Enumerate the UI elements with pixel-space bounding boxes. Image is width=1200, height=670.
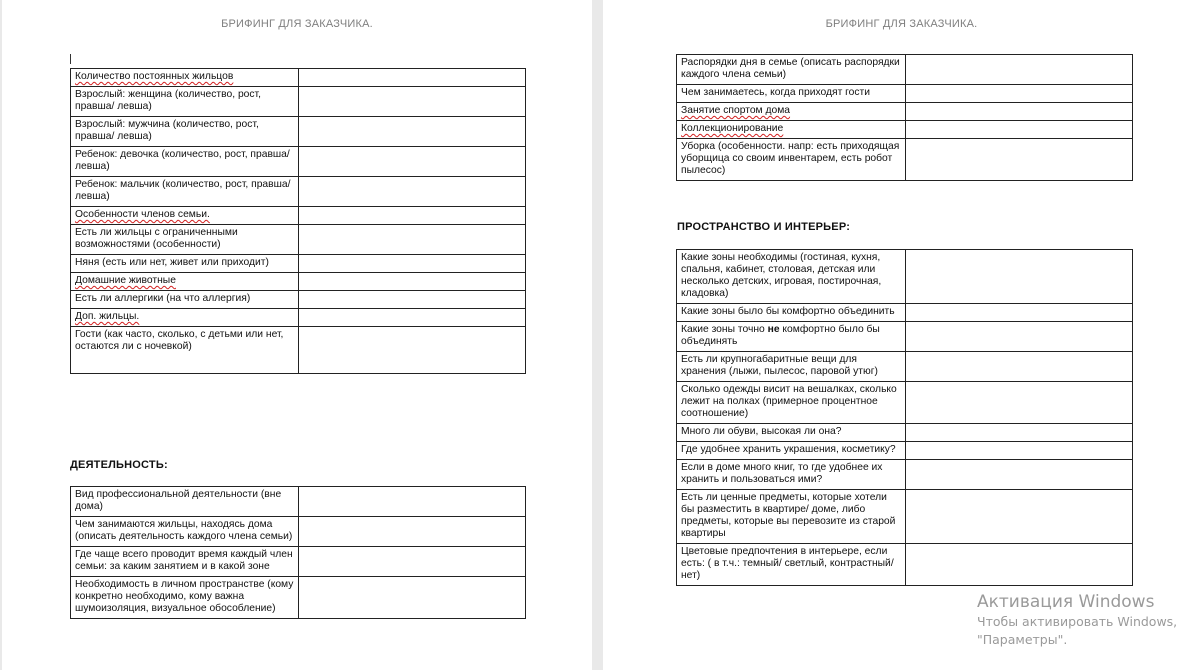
answer-cell[interactable] — [299, 309, 526, 327]
question-cell — [71, 547, 299, 577]
answer-cell[interactable] — [906, 103, 1133, 121]
table-row — [677, 322, 1133, 352]
space-table — [676, 249, 1133, 586]
table-row — [677, 85, 1133, 103]
question-cell — [677, 352, 906, 382]
question-cell — [71, 207, 299, 225]
table-row — [71, 87, 526, 117]
table-row — [677, 442, 1133, 460]
question-text: Какие зоны необходимы (гостиная, кухня, спальня, кабинет, столовая, детская или несколько детских, игровая, постирочная, кладовка) — [681, 252, 882, 299]
answer-cell[interactable] — [906, 382, 1133, 424]
table-row — [71, 69, 526, 87]
answer-cell[interactable] — [906, 460, 1133, 490]
answer-cell[interactable] — [906, 85, 1133, 103]
answer-cell[interactable] — [906, 55, 1133, 85]
table-row — [677, 460, 1133, 490]
table-row — [71, 327, 526, 374]
residents-table — [70, 68, 526, 374]
watermark-line-1: Чтобы активировать Windows, — [977, 614, 1178, 629]
question-cell — [71, 177, 299, 207]
table-row — [677, 382, 1133, 424]
table-row — [677, 55, 1133, 85]
question-cell — [71, 69, 299, 87]
question-text: Необходимость в личном пространстве (кому конкретно необходимо, кому важна шумоизоляция, визуальное обособление) — [75, 579, 294, 614]
question-text: Вид профессиональной деятельности (вне дома) — [75, 489, 282, 512]
table-row — [71, 207, 526, 225]
answer-cell[interactable] — [906, 442, 1133, 460]
answer-cell[interactable] — [299, 273, 526, 291]
question-text: Доп. жильцы. — [75, 311, 140, 322]
text-cursor — [70, 54, 71, 64]
table-row — [71, 117, 526, 147]
question-text: Распорядки дня в семье (описать распорядки каждого члена семьи) — [681, 57, 900, 80]
table-row — [677, 121, 1133, 139]
question-cell — [71, 273, 299, 291]
answer-cell[interactable] — [299, 177, 526, 207]
answer-cell[interactable] — [299, 547, 526, 577]
question-cell — [677, 424, 906, 442]
page-header: БРИФИНГ ДЛЯ ЗАКАЗЧИКА. — [825, 18, 978, 30]
section-heading-space: ПРОСТРАНСТВО И ИНТЕРЬЕР: — [677, 221, 851, 233]
answer-cell[interactable] — [299, 577, 526, 619]
question-text: Какие зоны было бы комфортно объединить — [681, 306, 895, 317]
question-cell — [677, 55, 906, 85]
answer-cell[interactable] — [906, 322, 1133, 352]
answer-cell[interactable] — [906, 544, 1133, 586]
answer-cell[interactable] — [299, 487, 526, 517]
table-row — [71, 577, 526, 619]
activity-table — [70, 486, 526, 619]
question-cell — [677, 85, 906, 103]
question-cell — [677, 139, 906, 181]
question-cell — [677, 544, 906, 586]
question-text: комфортно было бы объединять — [681, 324, 880, 347]
table-row — [71, 255, 526, 273]
question-text: Цветовые предпочтения в интерьере, если есть: ( в т.ч.: темный/ светлый, контрастный/ нет) — [681, 546, 894, 581]
document-page-left — [2, 0, 592, 670]
question-text: Чем занимаются жильцы, находясь дома (описать деятельность каждого члена семьи) — [75, 519, 293, 542]
question-cell — [71, 487, 299, 517]
question-text: Ребенок: девочка (количество, рост, правша/ левша) — [75, 149, 290, 172]
question-text: Какие зоны точно — [681, 324, 768, 335]
answer-cell[interactable] — [906, 304, 1133, 322]
question-text: Коллекционирование — [681, 123, 784, 134]
question-text: Уборка (особенности. напр: есть приходящая уборщица со своим инвентарем, есть робот пылесос) — [681, 141, 900, 176]
table-row — [71, 177, 526, 207]
document-page-right — [603, 0, 1200, 670]
question-text: Количество постоянных жильцов — [75, 71, 234, 82]
question-cell — [71, 577, 299, 619]
answer-cell[interactable] — [906, 139, 1133, 181]
section-heading-activity: ДЕЯТЕЛЬНОСТЬ: — [70, 459, 168, 471]
question-text: Гости (как часто, сколько, с детьми или нет, остаются ли с ночевкой) — [75, 329, 284, 352]
question-text: Сколько одежды висит на вешалках, сколько лежит на полках (примерное процентное соотношение) — [681, 384, 897, 419]
question-text: Чем занимаетесь, когда приходят гости — [681, 87, 871, 98]
question-cell — [677, 121, 906, 139]
table-row — [677, 424, 1133, 442]
answer-cell[interactable] — [299, 327, 526, 374]
question-cell — [677, 382, 906, 424]
question-cell — [71, 147, 299, 177]
question-cell — [71, 517, 299, 547]
question-cell — [677, 442, 906, 460]
table-row — [71, 487, 526, 517]
answer-cell[interactable] — [299, 517, 526, 547]
answer-cell[interactable] — [299, 291, 526, 309]
watermark-line-2: "Параметры". — [977, 632, 1068, 647]
watermark-title: Активация Windows — [977, 592, 1155, 612]
question-cell — [677, 460, 906, 490]
answer-cell[interactable] — [299, 225, 526, 255]
answer-cell[interactable] — [299, 255, 526, 273]
answer-cell[interactable] — [299, 207, 526, 225]
table-row — [677, 250, 1133, 304]
table-row — [71, 147, 526, 177]
question-text: Занятие спортом дома — [681, 105, 791, 116]
question-cell — [71, 327, 299, 374]
table-row — [677, 490, 1133, 544]
lifestyle-table — [676, 54, 1133, 181]
table-row — [677, 304, 1133, 322]
table-row — [71, 273, 526, 291]
table-row — [677, 544, 1133, 586]
question-text: Есть ли аллергики (на что аллергия) — [75, 293, 251, 304]
table-row — [71, 547, 526, 577]
question-text: Где удобнее хранить украшения, косметику? — [681, 444, 896, 455]
question-cell — [677, 103, 906, 121]
question-text: Есть ли ценные предметы, которые хотели бы разместить в квартире/ доме, либо предметы, которые вы перевозите из старой квартиры — [681, 492, 896, 539]
question-cell — [71, 255, 299, 273]
question-cell — [71, 117, 299, 147]
question-text: Где чаще всего проводит время каждый член семьи: за каким занятием и в какой зоне — [75, 549, 293, 572]
table-row — [71, 291, 526, 309]
answer-cell[interactable] — [299, 87, 526, 117]
table-row — [71, 225, 526, 255]
question-text: Есть ли жильцы с ограниченными возможностями (особенности) — [75, 227, 238, 250]
question-text: Няня (есть или нет, живет или приходит) — [75, 257, 269, 268]
question-text: Взрослый: мужчина (количество, рост, правша/ левша) — [75, 119, 259, 142]
answer-cell[interactable] — [299, 147, 526, 177]
question-text: Если в доме много книг, то где удобнее их хранить и пользоваться ими? — [681, 462, 883, 485]
question-text: Ребенок: мальчик (количество, рост, правша/ левша) — [75, 179, 291, 202]
question-text: Есть ли крупногабаритные вещи для хранения (лыжи, пылесос, паровой утюг) — [681, 354, 878, 377]
answer-cell[interactable] — [906, 352, 1133, 382]
table-row — [677, 352, 1133, 382]
question-cell — [71, 87, 299, 117]
question-cell — [71, 291, 299, 309]
question-cell — [71, 309, 299, 327]
windows-activation-watermark — [977, 591, 1177, 649]
question-text: Домашние животные — [75, 275, 176, 286]
answer-cell[interactable] — [299, 117, 526, 147]
answer-cell[interactable] — [906, 490, 1133, 544]
answer-cell[interactable] — [906, 121, 1133, 139]
answer-cell[interactable] — [299, 69, 526, 87]
question-text: Особенности членов семьи. — [75, 209, 210, 220]
question-cell — [677, 304, 906, 322]
table-row — [677, 103, 1133, 121]
table-row — [71, 517, 526, 547]
question-emphasis: не — [767, 324, 780, 335]
answer-cell[interactable] — [906, 424, 1133, 442]
answer-cell[interactable] — [906, 250, 1133, 304]
question-cell — [677, 490, 906, 544]
table-row — [71, 309, 526, 327]
question-text: Много ли обуви, высокая ли она? — [681, 426, 842, 437]
page-header: БРИФИНГ ДЛЯ ЗАКАЗЧИКА. — [221, 18, 373, 30]
question-cell — [677, 250, 906, 304]
question-text: Взрослый: женщина (количество, рост, правша/ левша) — [75, 89, 261, 112]
table-row — [677, 139, 1133, 181]
question-cell — [71, 225, 299, 255]
question-cell — [677, 322, 906, 352]
